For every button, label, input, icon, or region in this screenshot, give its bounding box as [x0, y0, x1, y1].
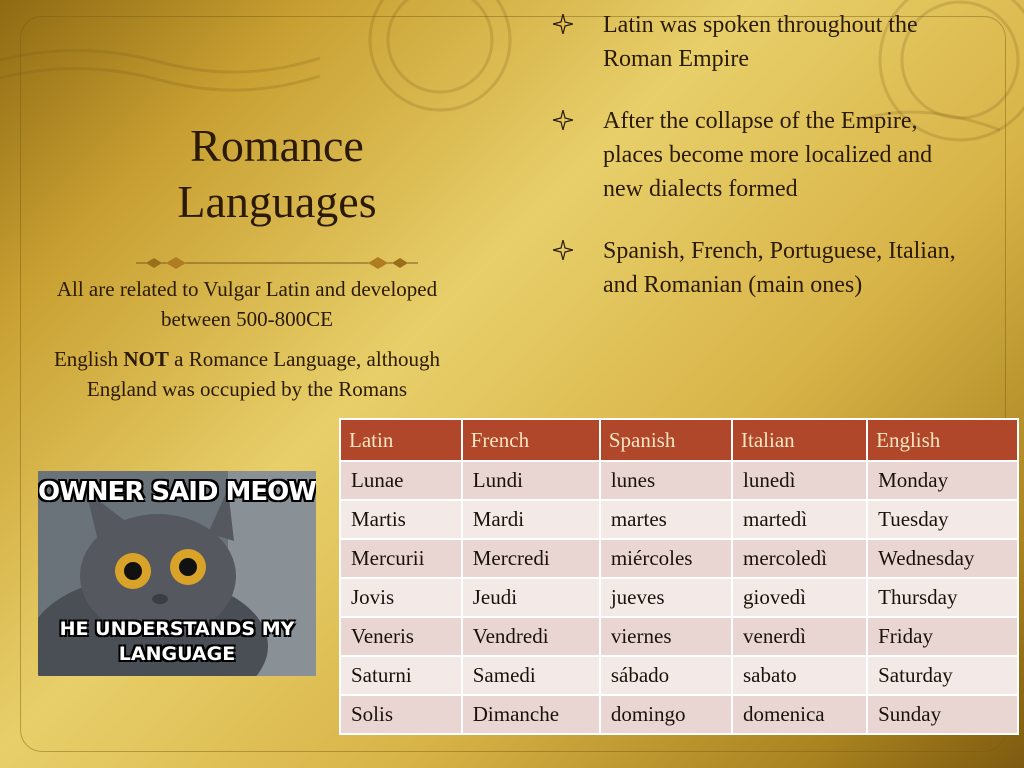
table-cell: Mardi: [462, 500, 600, 539]
table-row: [340, 695, 1018, 734]
bullet-list: [553, 8, 973, 330]
table-row: [340, 617, 1018, 656]
table-cell: Monday: [867, 461, 1018, 500]
table-cell: Martis: [340, 500, 462, 539]
table-row: [340, 539, 1018, 578]
table-cell: Sunday: [867, 695, 1018, 734]
table-cell: lunedì: [732, 461, 867, 500]
table-row: [340, 578, 1018, 617]
four-point-star-icon: [553, 110, 573, 130]
table-cell: miércoles: [600, 539, 732, 578]
bullet-text: Latin was spoken throughout the Roman Empire: [603, 12, 918, 72]
table-cell: martedì: [732, 500, 867, 539]
table-cell: domingo: [600, 695, 732, 734]
table-cell: Wednesday: [867, 539, 1018, 578]
meme-bottom-caption: [38, 617, 316, 667]
intro-p2-emphasis: NOT: [123, 347, 169, 371]
table-cell: Lunae: [340, 461, 462, 500]
table-cell: martes: [600, 500, 732, 539]
table-cell: venerdì: [732, 617, 867, 656]
table-cell: Saturday: [867, 656, 1018, 695]
header-italian: Italian: [732, 419, 867, 461]
title-line-2: Languages: [177, 176, 377, 227]
table-cell: Samedi: [462, 656, 600, 695]
header-french: French: [462, 419, 600, 461]
table-cell: Lundi: [462, 461, 600, 500]
header-spanish: Spanish: [600, 419, 732, 461]
table-cell: Veneris: [340, 617, 462, 656]
intro-text: [40, 274, 454, 414]
bullet-item: [553, 8, 973, 76]
table-row: [340, 461, 1018, 500]
meme-bottom-line-1: HE UNDERSTANDS MY: [59, 618, 295, 640]
bullet-text: After the collapse of the Empire, places become more localized and new dialects formed: [603, 108, 933, 202]
slide-title: [100, 118, 454, 230]
table-cell: Jeudi: [462, 578, 600, 617]
table-cell: Solis: [340, 695, 462, 734]
table-cell: Vendredi: [462, 617, 600, 656]
table-cell: viernes: [600, 617, 732, 656]
bullet-item: [553, 234, 973, 302]
table-cell: sábado: [600, 656, 732, 695]
four-point-star-icon: [553, 14, 573, 34]
bullet-item: [553, 104, 973, 206]
bullet-text: Spanish, French, Portuguese, Italian, and Romanian (main ones): [603, 238, 956, 298]
table-cell: Thursday: [867, 578, 1018, 617]
table-cell: Saturni: [340, 656, 462, 695]
intro-paragraph-1: All are related to Vulgar Latin and developed between 500-800CE: [56, 277, 438, 331]
days-of-week-table: [339, 418, 1019, 735]
table-cell: Mercredi: [462, 539, 600, 578]
table-cell: Tuesday: [867, 500, 1018, 539]
intro-p2-end: a Romance Language, although England was occupied by the Romans: [86, 347, 441, 401]
header-english: English: [867, 419, 1018, 461]
intro-p2-start: English: [53, 347, 124, 371]
cat-meme-image: [38, 471, 316, 676]
table-cell: jueves: [600, 578, 732, 617]
meme-bottom-line-2: LANGUAGE: [118, 643, 236, 665]
table-cell: mercoledì: [732, 539, 867, 578]
table-cell: giovedì: [732, 578, 867, 617]
ornamental-divider: [136, 255, 418, 271]
title-line-1: Romance: [190, 120, 364, 171]
table-cell: Friday: [867, 617, 1018, 656]
four-point-star-icon: [553, 240, 573, 260]
table-row: [340, 656, 1018, 695]
table-cell: Dimanche: [462, 695, 600, 734]
table-header-row: [340, 419, 1018, 461]
table-cell: sabato: [732, 656, 867, 695]
table-row: [340, 500, 1018, 539]
table-cell: Jovis: [340, 578, 462, 617]
header-latin: Latin: [340, 419, 462, 461]
table-cell: lunes: [600, 461, 732, 500]
intro-paragraph-2: [40, 344, 454, 404]
meme-top-caption: OWNER SAID MEOW: [38, 477, 316, 507]
table-cell: Mercurii: [340, 539, 462, 578]
table-cell: domenica: [732, 695, 867, 734]
